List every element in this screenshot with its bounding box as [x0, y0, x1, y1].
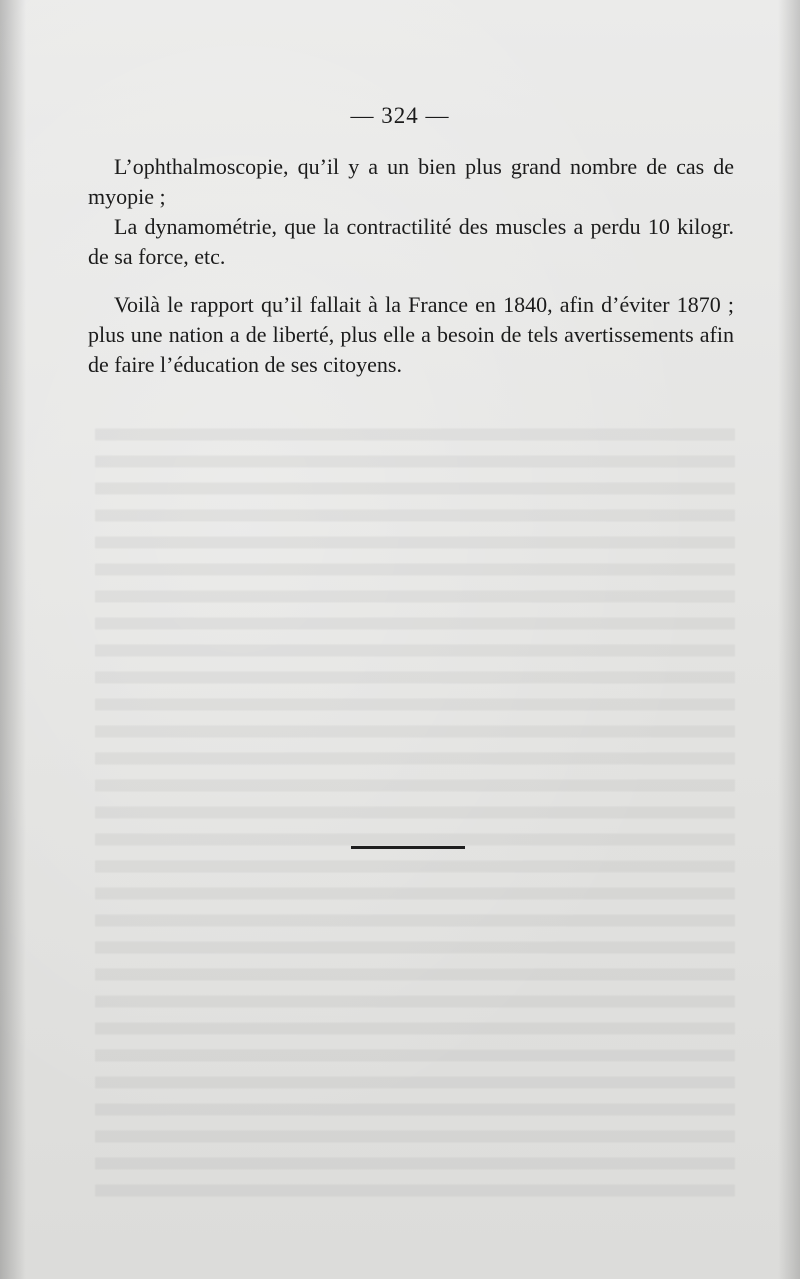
page-number: — 324 —	[350, 103, 450, 128]
paragraph-gap	[88, 272, 734, 290]
paragraph-conclusion: Voilà le rapport qu’il fallait à la France en 1840, afin d’éviter 1870 ; plus une nation a de liberté, plus elle a besoin de tels avertissements afin de faire l’éducation de ses citoyens.	[88, 292, 734, 377]
paragraph-ophthalmoscopie: L’ophthalmoscopie, qu’il y a un bien plus grand nombre de cas de myopie ;	[88, 154, 734, 209]
paragraph-dynamometrie: La dynamométrie, que la contractilité des muscles a perdu 10 kilogr. de sa force, etc.	[88, 214, 734, 269]
body-text	[88, 152, 734, 380]
binding-shadow	[0, 0, 26, 1279]
show-through-text	[95, 420, 735, 1210]
section-separator-rule	[351, 846, 465, 849]
edge-shadow	[778, 0, 800, 1279]
